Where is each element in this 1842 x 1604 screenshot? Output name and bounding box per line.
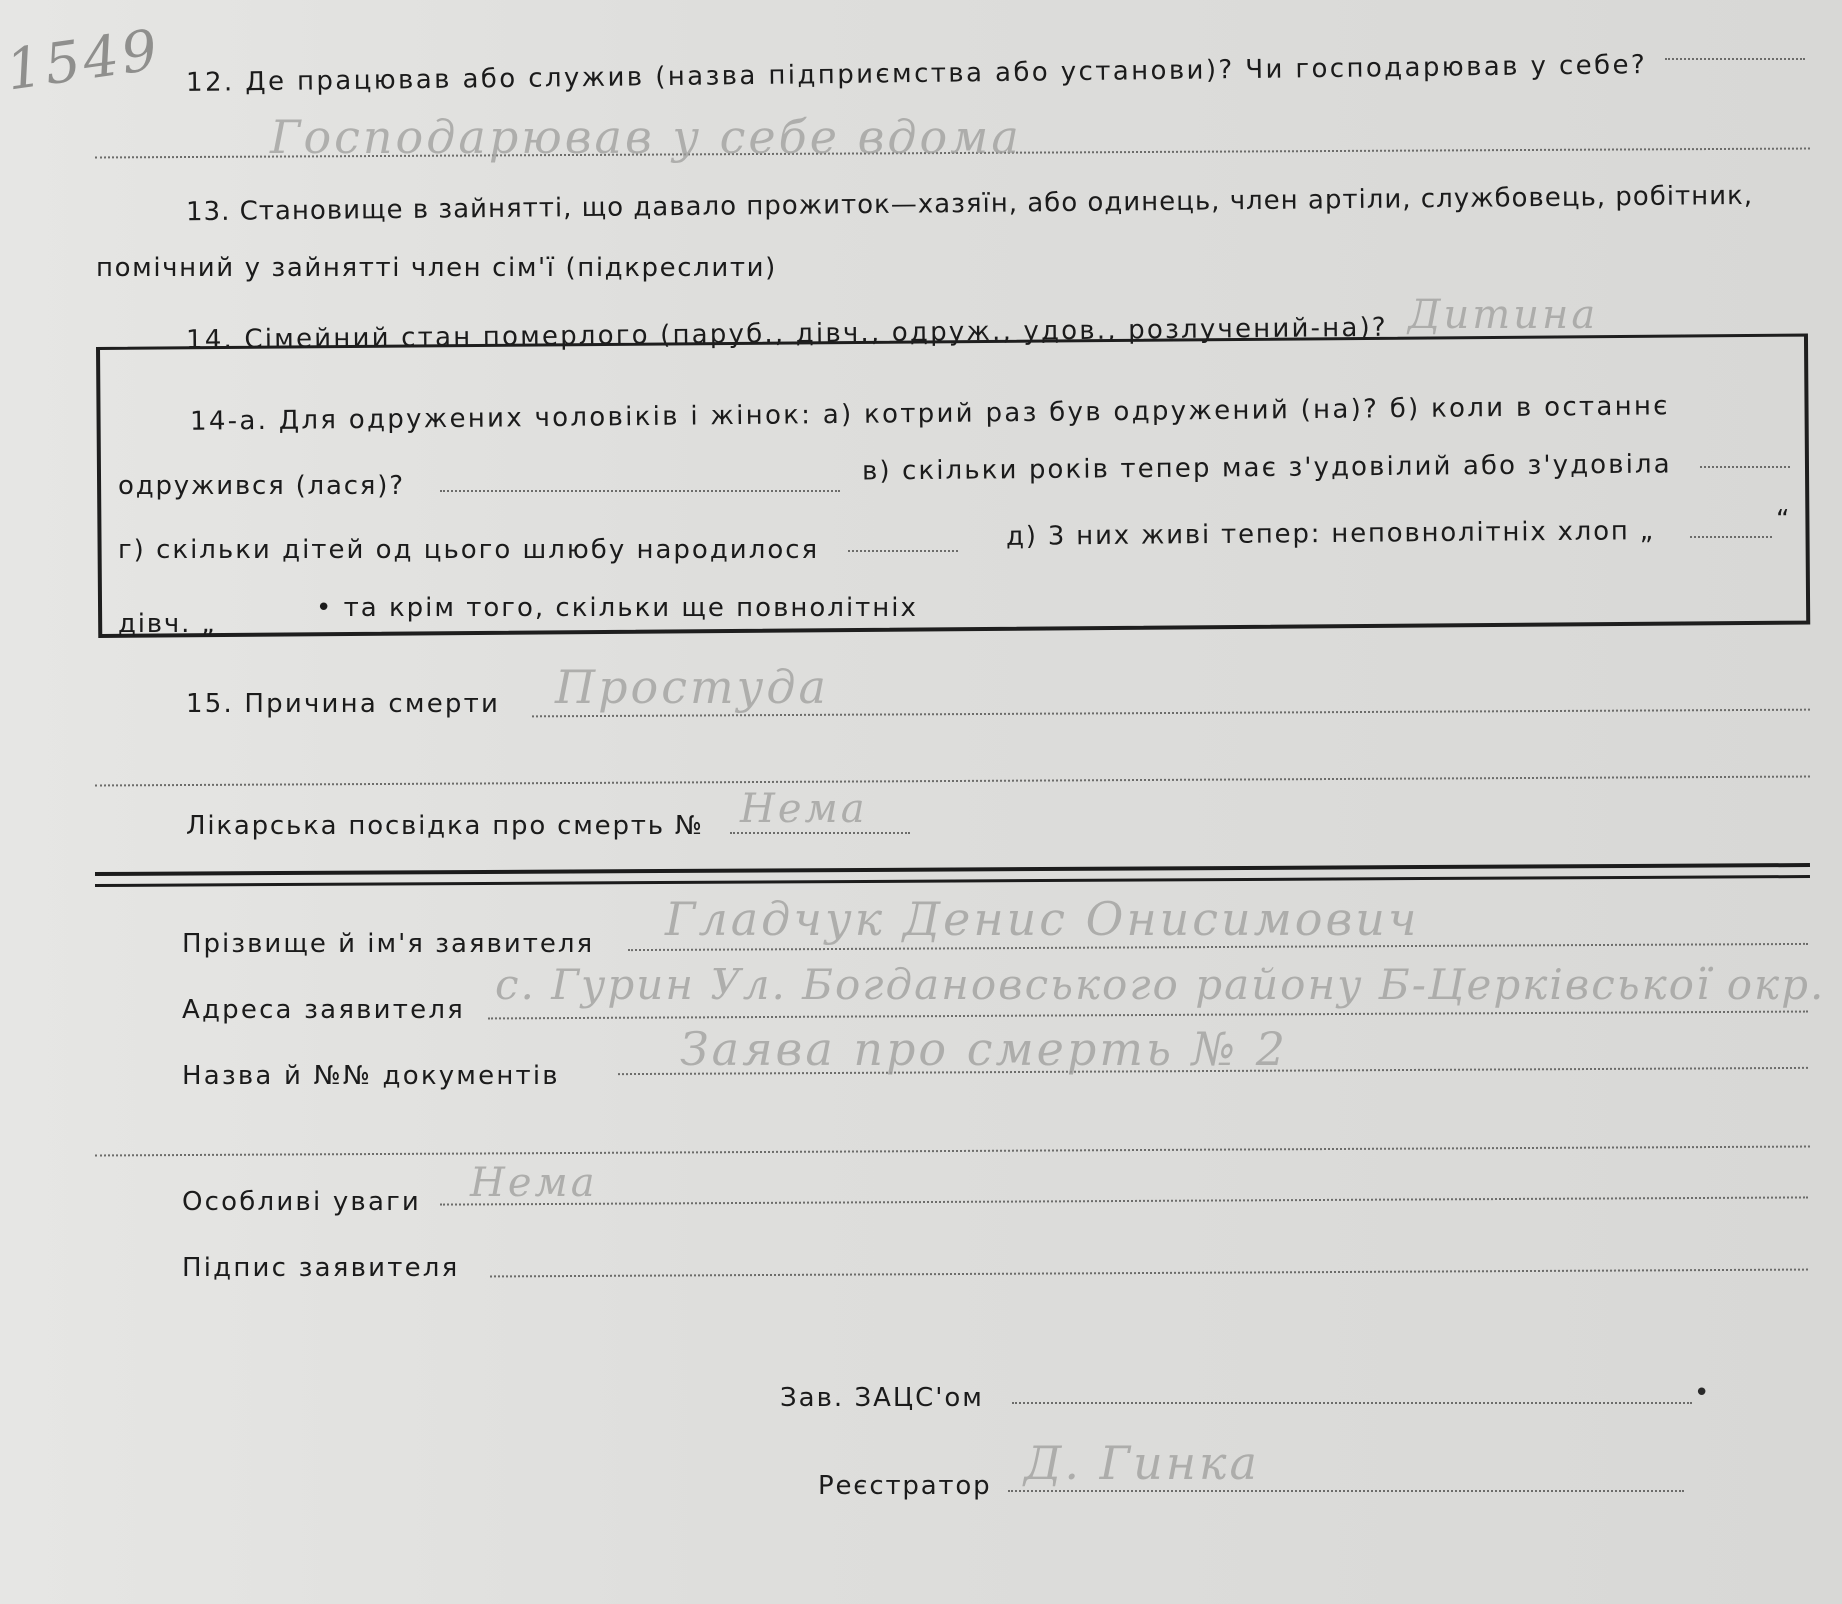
q12-answer-line-1 [1665, 58, 1805, 60]
q13-label-line1: 13. Становище в зайнятті, що давало прожиток—хазяїн, або одинець, член артіли, службовець, робітник, [185, 180, 1754, 228]
head-label: Зав. ЗАЦС'ом [780, 1383, 984, 1413]
applicant-name-label: Прізвище й ім'я заявителя [182, 929, 595, 959]
applicant-address-label: Адреса заявителя [182, 995, 465, 1025]
q14a-line3-quote: “ [1776, 505, 1791, 535]
registrar-signature-line [1008, 1490, 1684, 1492]
applicant-signature-line [490, 1269, 1808, 1278]
medical-certificate-answer: Нема [740, 786, 868, 832]
q14a-line2-right: в) скільки років тепер має з'удовілий або з'удовіла [861, 449, 1672, 487]
q13-label-line2: помічний у зайнятті член сім'ї (підкреслити) [96, 253, 777, 283]
applicant-address-line [488, 1011, 1808, 1020]
q14a-line1: 14-а. Для одружених чоловіків і жінок: а) котрий раз був одружений (на)? б) коли в останнє [189, 391, 1670, 437]
registrar-signature: Д. Гинка [1024, 1436, 1260, 1490]
q14a-line3-blank-right [1690, 536, 1772, 538]
q14a-line4-right: • та крім того, скільки ще повнолітніх [316, 593, 918, 623]
q15-answer-line-2 [95, 776, 1810, 787]
applicant-documents-value: Заява про смерть № 2 [680, 1022, 1289, 1076]
q15-answer: Простуда [555, 660, 829, 714]
head-signature-line [1012, 1402, 1692, 1404]
applicant-documents-line-2 [95, 1146, 1810, 1157]
special-notes-label: Особливі уваги [182, 1187, 422, 1217]
q14a-line2-blank [440, 490, 840, 492]
section-divider-bottom [95, 875, 1810, 887]
q14-label: 14. Сімейний стан померлого (паруб., дівч., одруж., удов., розлучений-на)? [185, 312, 1388, 356]
q12-label: 12. Де працював або служив (назва підприємства або установи)? Чи господарював у себе? [185, 50, 1648, 98]
q14a-line2-left: одружився (лася)? [118, 471, 405, 501]
q14a-line3-right: д) 3 них живі тепер: неповнолітніх хлоп „ [1005, 516, 1656, 552]
applicant-documents-label: Назва й №№ документів [182, 1061, 560, 1091]
q12-answer: Господарював у себе вдома [270, 110, 1022, 164]
q15-label: 15. Причина смерти [186, 689, 501, 719]
registrar-label: Реєстратор [818, 1471, 992, 1501]
margin-record-number: 1549 [2, 17, 165, 104]
q14a-line2-blank-right [1700, 466, 1790, 468]
section-divider-top [95, 863, 1810, 876]
special-notes-value: Нема [470, 1160, 598, 1206]
medical-certificate-line [730, 832, 910, 834]
special-notes-line [440, 1196, 1808, 1205]
medical-certificate-label: Лікарська посвідка про смерть № [186, 811, 704, 841]
dot-mark: • [1694, 1378, 1710, 1408]
q14a-line3-left: г) скільки дітей од цього шлюбу народилося [118, 535, 820, 565]
applicant-address-value: с. Гурин Ул. Богдановського району Б-Церківської окр. [495, 960, 1826, 1009]
applicant-signature-label: Підпис заявителя [182, 1253, 460, 1283]
q14a-line3-blank [848, 550, 958, 552]
q14-answer: Дитина [1408, 292, 1599, 338]
q14a-line4-left: дівч. „ [118, 609, 217, 639]
applicant-name-value: Гладчук Денис Онисимович [665, 892, 1420, 946]
